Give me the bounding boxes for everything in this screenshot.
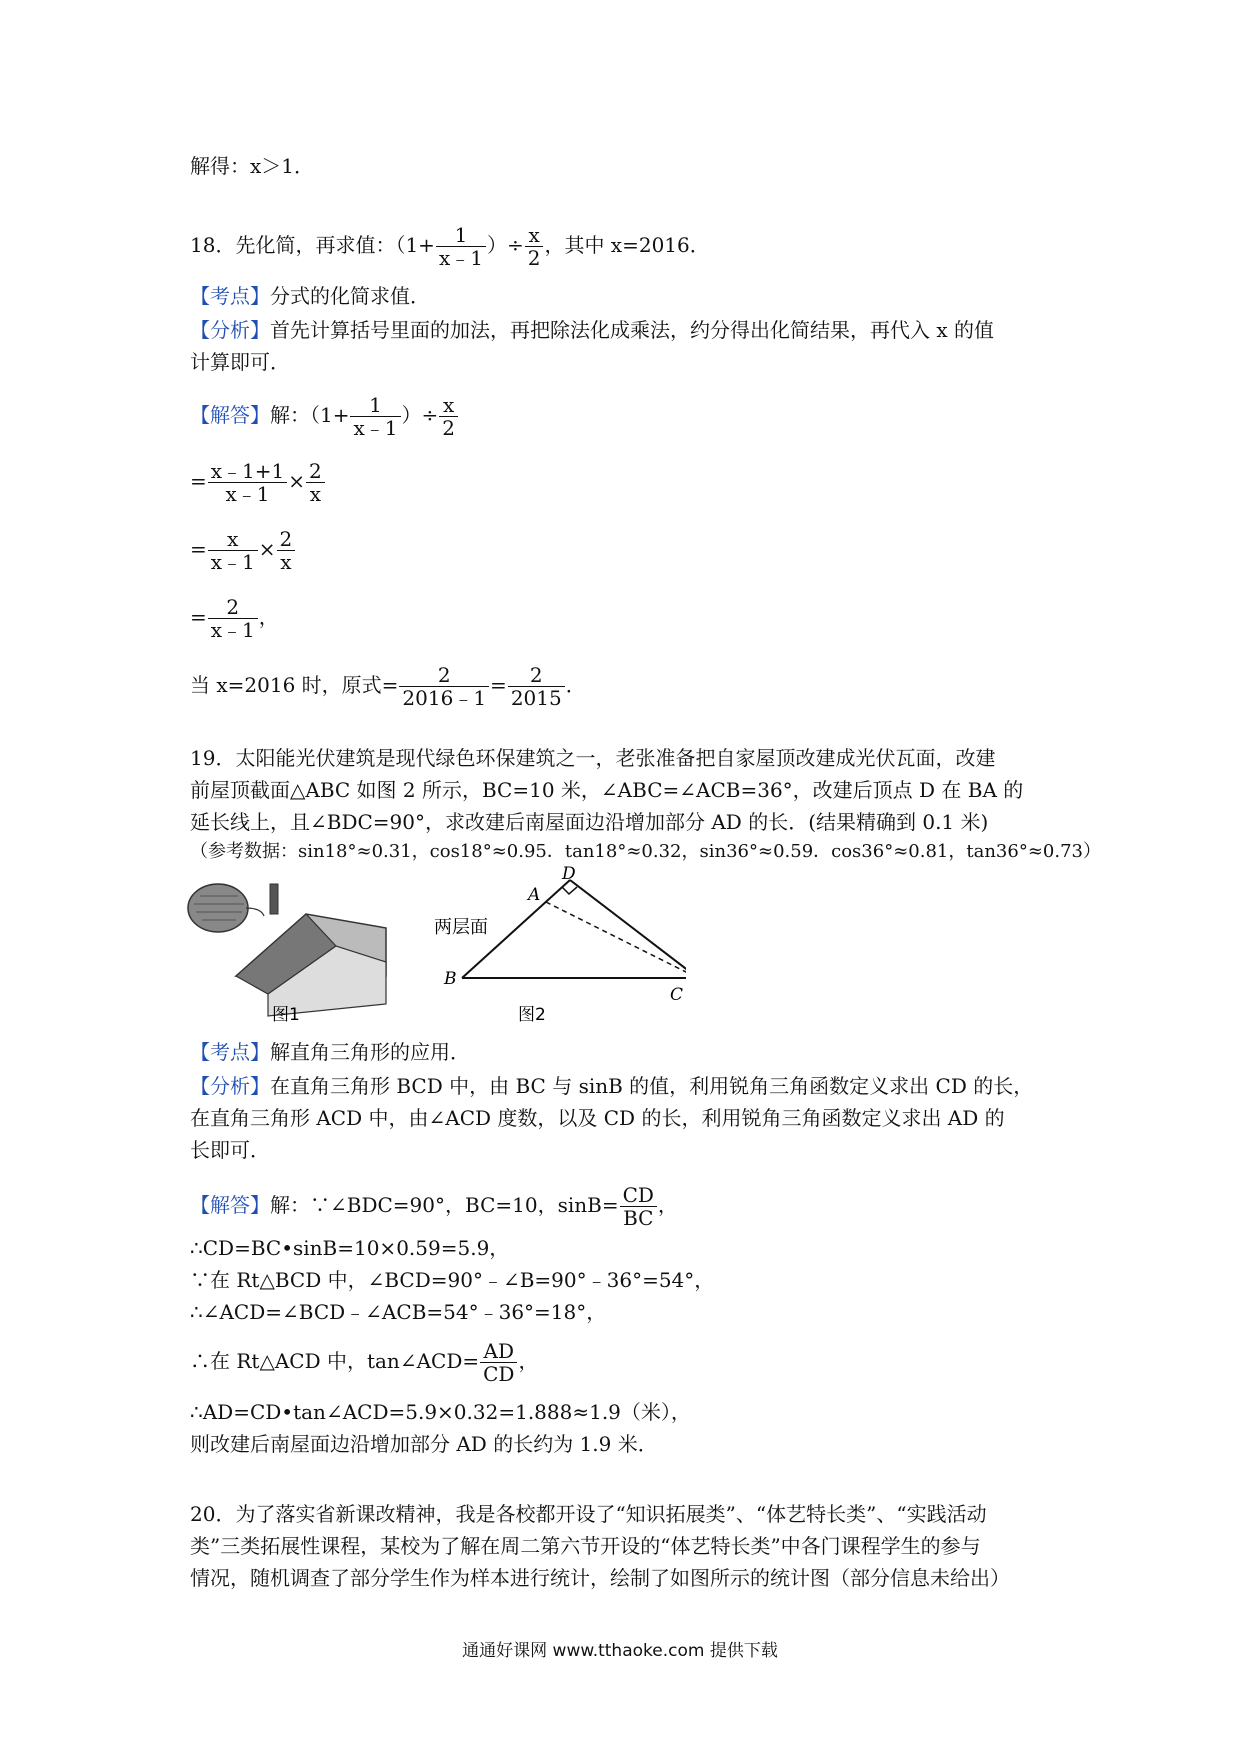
figure-2-label-roof: 两层面 <box>434 917 488 938</box>
q19-fenxi: 【分析】在直角三角形 BCD 中，由 BC 与 sinB 的值，利用锐角三角函数定义求出 CD 的长， <box>190 1074 1034 1098</box>
q18-step-1: = $\frac{x﹣1+1}{x﹣1}$ × $\frac{2}{x}$ <box>190 460 326 505</box>
q18-stem: 18．先化简，再求值：（1+ $\frac{1}{x﹣1}$ ）÷ $\frac{x}{2}$ ，其中 x=2016． <box>190 223 710 270</box>
q19-jieda: 【解答】解：∵∠BDC=90°，BC=10，sinB= $\frac{CD}{BC}$ ， <box>190 1183 678 1230</box>
q19-step-2: ∵在 Rt△BCD 中，∠BCD=90°﹣∠B=90°﹣36°=54°， <box>190 1268 715 1292</box>
point-b-label: B <box>444 969 457 989</box>
q19-line-2: 前屋顶截面△ABC 如图 2 所示，BC=10 米，∠ABC=∠ACB=36°，改建后顶点 D 在 BA 的 <box>190 778 1024 802</box>
figure-2-triangle <box>462 880 686 978</box>
q19-step-1: ∴CD=BC•sinB=10×0.59=5.9， <box>190 1236 510 1260</box>
page-footer: 通通好课网 www.tthaoke.com 提供下载 <box>462 1641 778 1661</box>
q18-stem-fraction-2: $\frac{x}{2}$ <box>525 224 544 269</box>
q18-step-2: = $\frac{x}{x﹣1}$ × $\frac{2}{x}$ <box>190 528 296 573</box>
q19-figures <box>186 866 686 1026</box>
q18-fenxi: 【分析】首先计算括号里面的加法，再把除法化成乘法，约分得出化简结果，再代入 x 的值 <box>190 318 994 342</box>
q20-line-1: 20．为了落实省新课改精神，我是各校都开设了“知识拓展类”、“体艺特长类”、“实践活动 <box>190 1502 987 1526</box>
q18-stem-fraction-1: $\frac{1}{x﹣1}$ <box>436 224 486 269</box>
q19-step-4: ∴在 Rt△ACD 中，tan∠ACD= $\frac{AD}{CD}$ ， <box>190 1339 539 1386</box>
q18-final: 当 x=2016 时，原式= $\frac{2}{2016﹣1}$ = $\frac{2}{2015}$ ． <box>190 663 586 710</box>
figure-2-caption: 图2 <box>518 1005 546 1025</box>
prev-answer-line: 解得：x＞1． <box>190 154 315 178</box>
q18-jieda: 【解答】解：（1+ $\frac{1}{x﹣1}$ ）÷ $\frac{x}{2}$ <box>190 394 459 439</box>
q19-line-4: （参考数据：sin18°≈0.31，cos18°≈0.95．tan18°≈0.32，sin36°≈0.59．cos36°≈0.81，tan36°≈0.73） <box>190 841 1101 862</box>
q19-conclusion: 则改建后南屋面边沿增加部分 AD 的长约为 1.9 米． <box>190 1432 658 1456</box>
q19-step-3: ∴∠ACD=∠BCD﹣∠ACB=54°﹣36°=18°， <box>190 1300 607 1324</box>
q19-line-1: 19．太阳能光伏建筑是现代绿色环保建筑之一，老张准备把自家屋顶改建成光伏瓦面，改建 <box>190 746 996 770</box>
q20-line-3: 情况，随机调查了部分学生作为样本进行统计，绘制了如图所示的统计图（部分信息未给出） <box>190 1566 1010 1590</box>
q19-fenxi-cont-2: 长即可． <box>190 1138 270 1162</box>
figure-1-house <box>188 884 386 1016</box>
point-d-label: D <box>562 866 576 884</box>
q18-kaodian: 【考点】分式的化简求值． <box>190 284 430 308</box>
q19-kaodian: 【考点】解直角三角形的应用． <box>190 1040 470 1064</box>
point-c-label: C <box>670 985 684 1005</box>
q19-fenxi-cont-1: 在直角三角形 ACD 中，由∠ACD 度数，以及 CD 的长，利用锐角三角函数定义求出 AD 的 <box>190 1106 1005 1130</box>
figure-1-caption: 图1 <box>272 1005 300 1025</box>
point-a-label: A <box>528 885 541 905</box>
q20-line-2: 类”三类拓展性课程，某校为了解在周二第六节开设的“体艺特长类”中各门课程学生的参与 <box>190 1534 981 1558</box>
q19-line-3: 延长线上，且∠BDC=90°，求改建后南屋面边沿增加部分 AD 的长．(结果精确到 0.1 米) <box>190 810 989 834</box>
q19-step-5: ∴AD=CD•tan∠ACD=5.9×0.32=1.888≈1.9（米）， <box>190 1400 691 1424</box>
q18-fenxi-cont: 计算即可． <box>190 350 290 374</box>
q18-step-3: = $\frac{2}{x﹣1}$ ， <box>190 595 279 642</box>
